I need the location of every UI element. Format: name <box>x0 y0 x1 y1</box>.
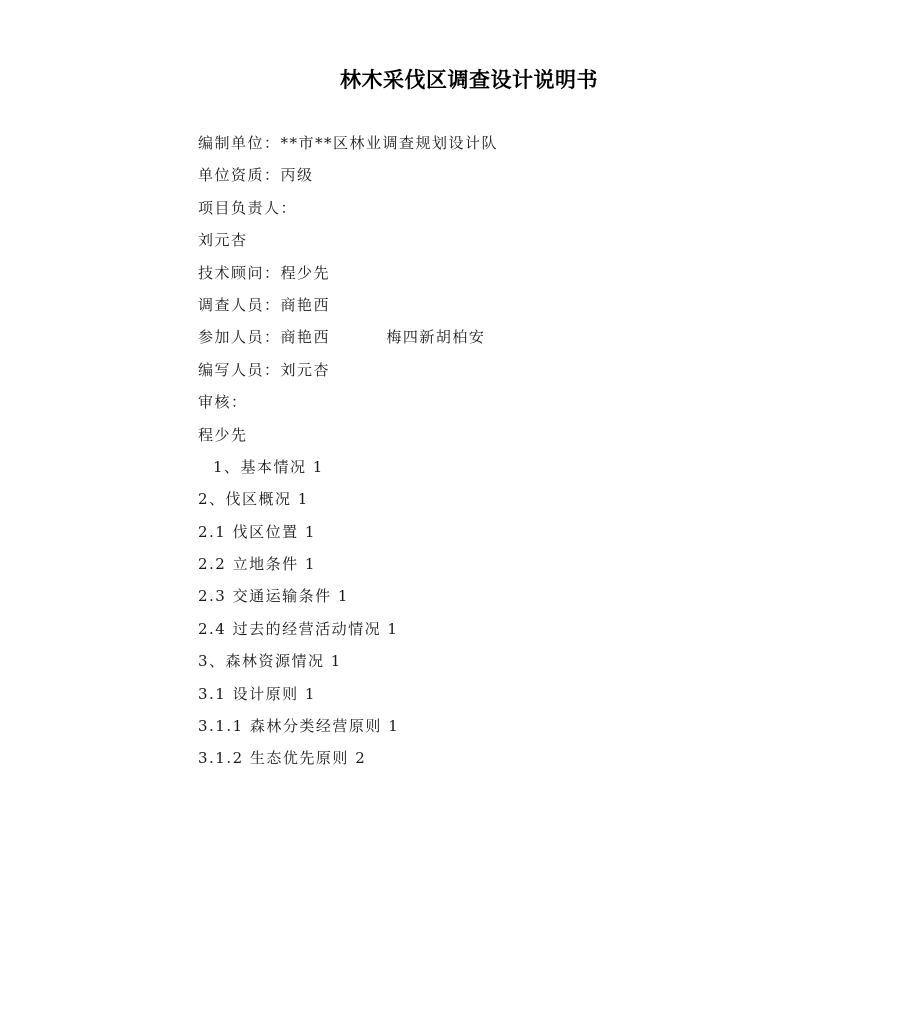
toc-item: 3.1.1 森林分类经营原则 1 <box>198 717 400 736</box>
info-participants: 参加人员：商艳西 梅四新胡柏安 <box>198 328 486 347</box>
info-project-lead-label: 项目负责人： <box>198 198 298 217</box>
document-title: 林木采伐区调查设计说明书 <box>340 68 598 92</box>
document-body <box>198 130 498 778</box>
toc-item: 2、伐区概况 1 <box>198 490 309 509</box>
toc-item: 2.2 立地条件 1 <box>198 555 316 574</box>
info-compiling-unit: 编制单位：**市**区林业调查规划设计队 <box>198 134 499 152</box>
info-project-lead-name: 刘元杏 <box>198 231 248 250</box>
info-technical-advisor: 技术顾问：程少先 <box>198 263 331 282</box>
info-writer: 编写人员：刘元杏 <box>198 360 331 379</box>
toc-item: 3.1 设计原则 1 <box>198 684 316 703</box>
toc-item: 3、森林资源情况 1 <box>198 652 342 671</box>
info-reviewer-label: 审核： <box>198 393 248 412</box>
toc-item: 1、基本情况 1 <box>213 457 324 476</box>
info-reviewer-name: 程少先 <box>198 425 248 444</box>
info-qualification: 单位资质：丙级 <box>198 166 314 185</box>
toc-item: 2.3 交通运输条件 1 <box>198 587 349 606</box>
toc-item: 2.4 过去的经营活动情况 1 <box>198 619 399 638</box>
toc-item: 3.1.2 生态优先原则 2 <box>198 749 367 768</box>
toc-item: 2.1 伐区位置 1 <box>198 522 316 541</box>
info-surveyor: 调查人员：商艳西 <box>198 295 331 314</box>
